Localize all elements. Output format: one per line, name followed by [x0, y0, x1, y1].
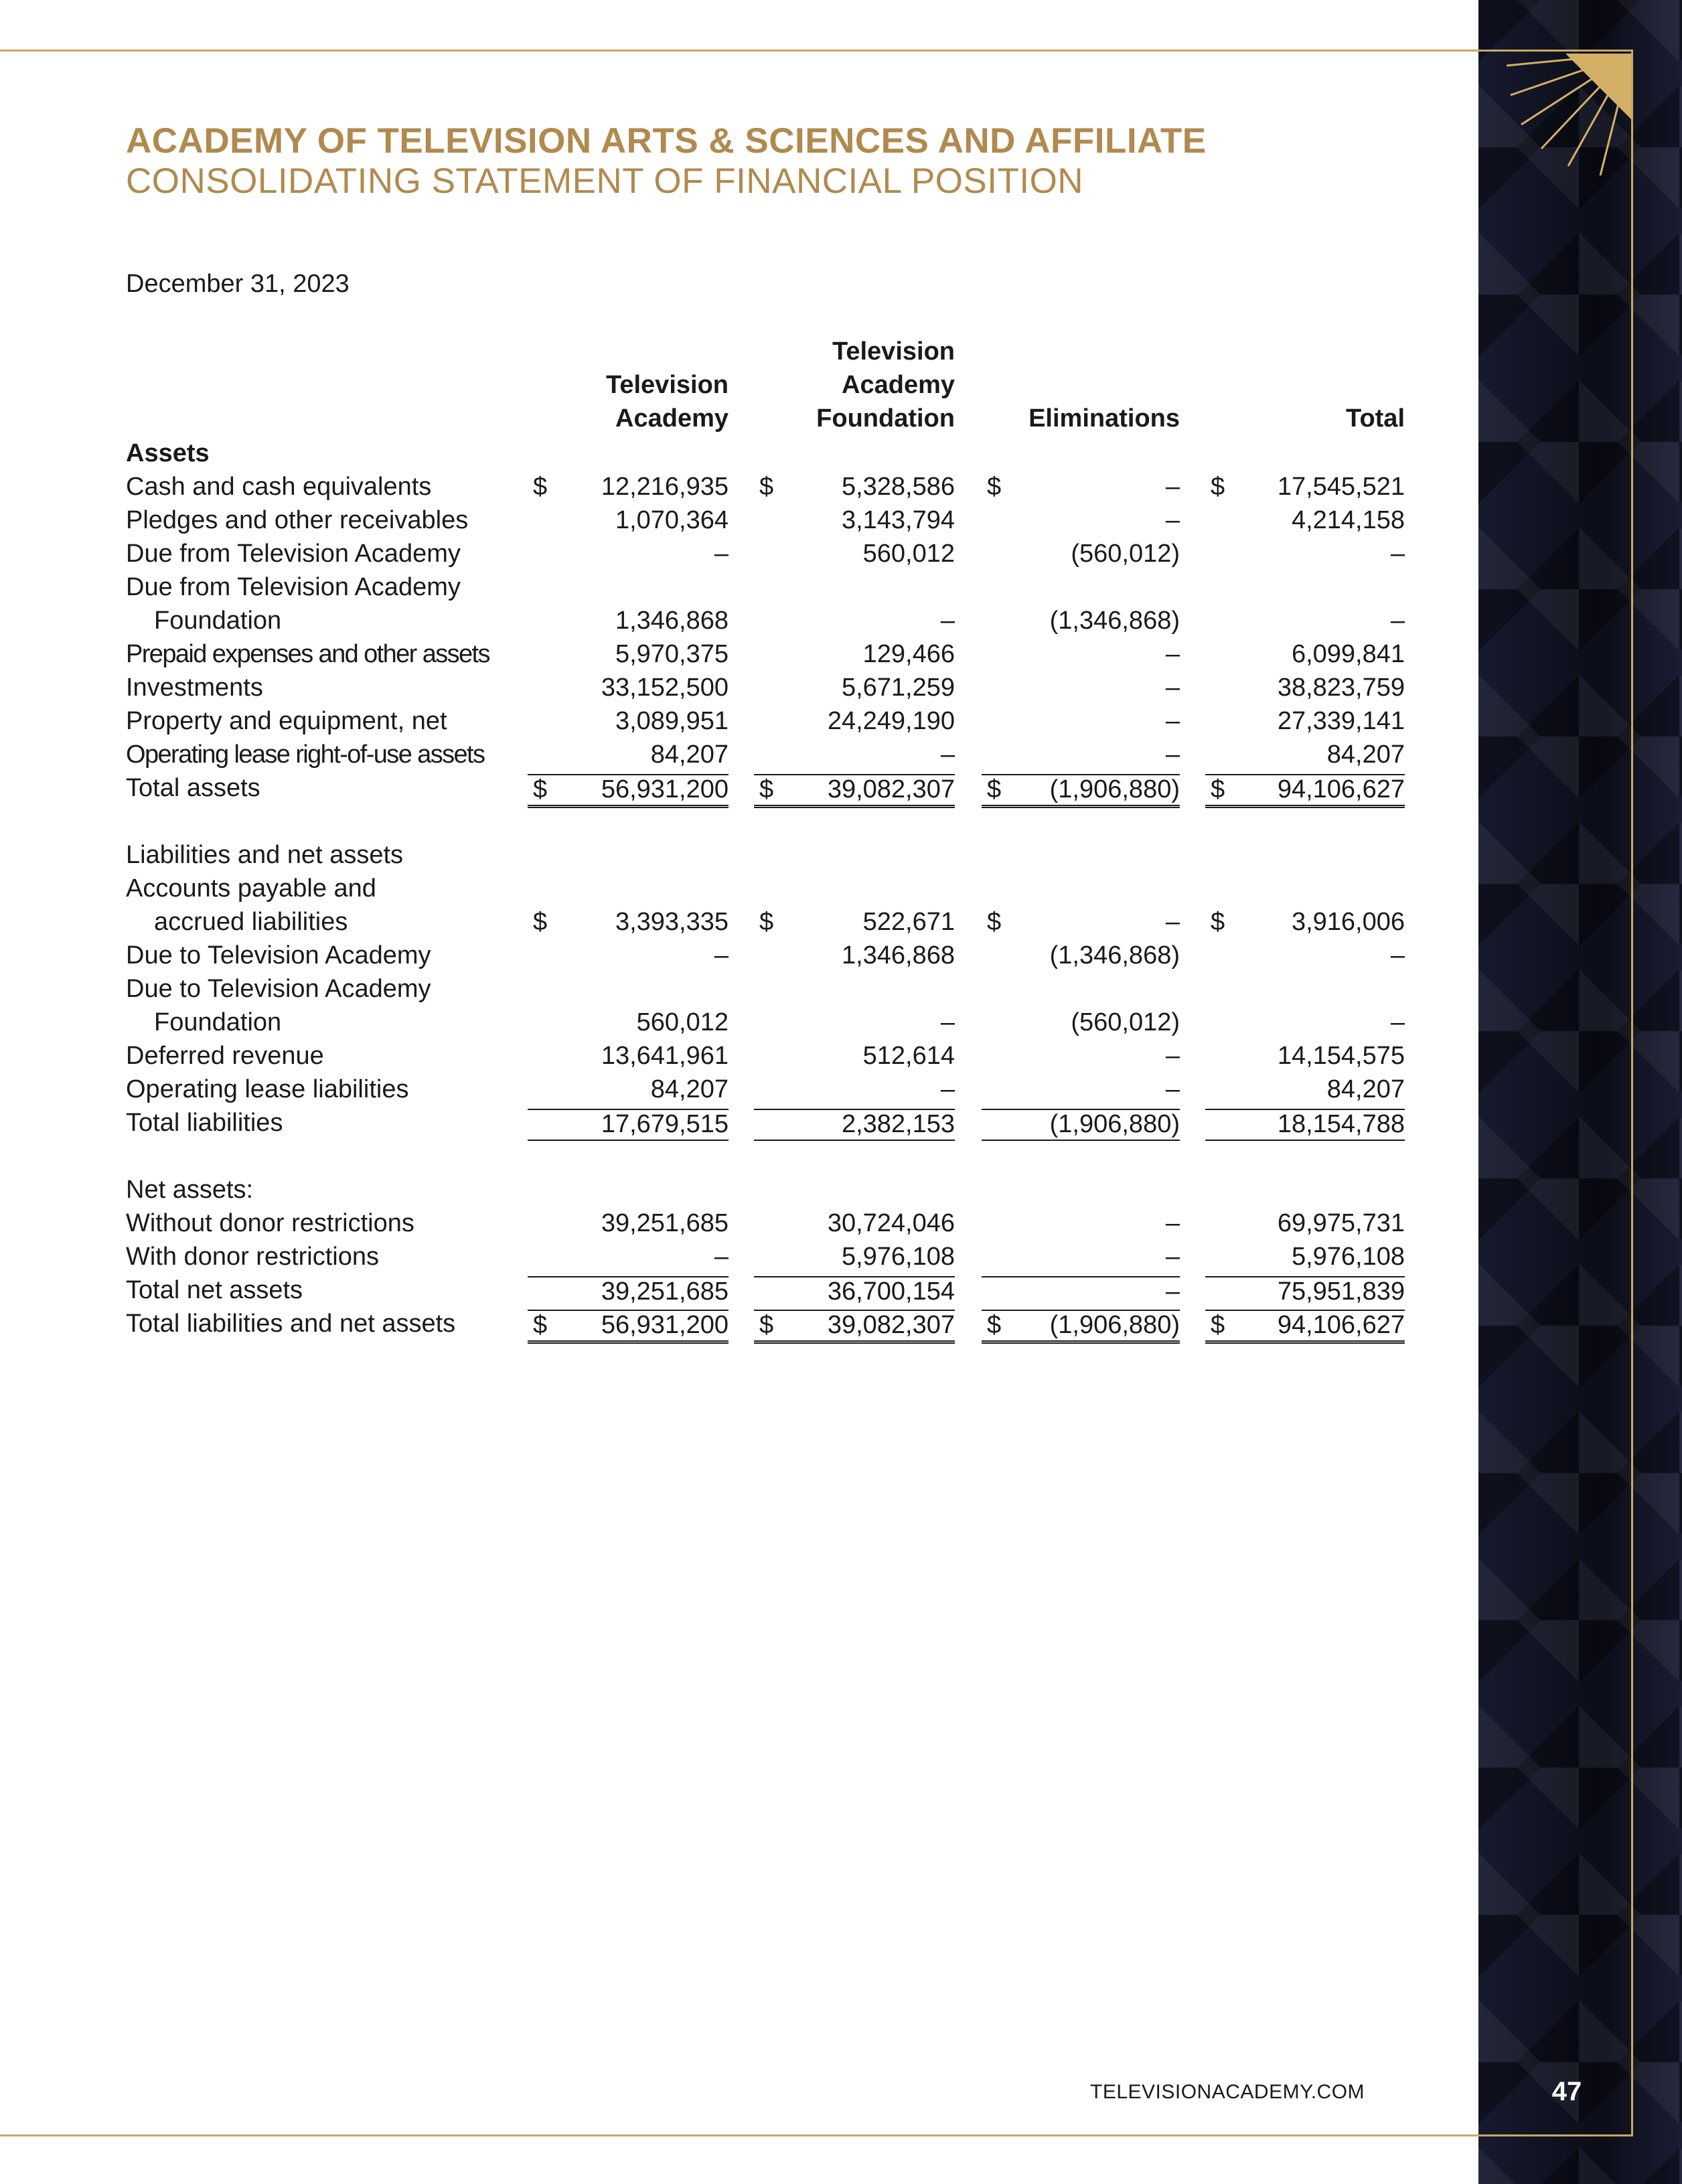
row-label: Total liabilities	[126, 1109, 283, 1137]
header-line: Television	[832, 337, 955, 366]
section-heading-assets	[126, 435, 1411, 469]
cell-value: –	[1165, 740, 1180, 769]
row-label: Foundation	[154, 1008, 282, 1036]
currency-symbol: $	[1211, 473, 1225, 501]
cell-value: –	[940, 1008, 955, 1036]
currency-symbol: $	[533, 1311, 548, 1339]
cell-value: 18,154,788	[1277, 1110, 1405, 1138]
currency-symbol: $	[1211, 908, 1225, 936]
row-label: Due to Television Academy	[126, 975, 431, 1003]
cell-value: 94,106,627	[1277, 1311, 1405, 1339]
cell-value: 5,976,108	[841, 1243, 955, 1271]
table-row	[126, 1004, 1411, 1038]
currency-symbol: $	[759, 775, 774, 803]
row-label: Net assets:	[126, 1176, 254, 1204]
row-label: Total liabilities and net assets	[126, 1310, 456, 1338]
header-line: Television	[605, 371, 729, 399]
cell-value: 5,671,259	[841, 674, 955, 702]
header-line: Foundation	[816, 404, 955, 433]
cell-value: –	[1165, 1042, 1180, 1070]
row-label: Pledges and other receivables	[126, 506, 469, 534]
cell-value: –	[940, 607, 955, 635]
currency-symbol: $	[1211, 1311, 1225, 1339]
cell-value: 3,393,335	[615, 908, 729, 936]
table-row-label-line	[126, 870, 1411, 904]
page-subtitle: CONSOLIDATING STATEMENT OF FINANCIAL POSITION	[126, 161, 1084, 201]
footer-url: TELEVISIONACADEMY.COM	[1090, 2081, 1365, 2103]
row-label: Operating lease right-of-use assets	[126, 740, 485, 769]
cell-value: –	[1390, 607, 1405, 635]
cell-value: (1,906,880)	[1049, 1110, 1180, 1138]
currency-symbol: $	[533, 908, 548, 936]
cell-value: 84,207	[1326, 740, 1405, 769]
cell-value: 69,975,731	[1277, 1209, 1405, 1237]
cell-value: (1,346,868)	[1049, 607, 1180, 635]
table-row-label-line	[126, 569, 1411, 603]
cell-value: 94,106,627	[1277, 775, 1405, 803]
cell-value: –	[940, 740, 955, 769]
cell-value: –	[714, 1243, 729, 1271]
table-row	[126, 636, 1411, 670]
cell-value: 522,671	[862, 908, 955, 936]
cell-value: 56,931,200	[601, 1311, 729, 1339]
cell-value: 3,916,006	[1291, 908, 1405, 936]
table-row	[126, 1205, 1411, 1239]
cell-value: 30,724,046	[827, 1209, 955, 1237]
currency-symbol: $	[533, 473, 548, 501]
cell-value: 512,614	[862, 1042, 955, 1070]
row-label: Assets	[126, 439, 210, 467]
cell-value: 1,346,868	[841, 941, 955, 969]
cell-value: 3,143,794	[841, 506, 955, 534]
row-label: Without donor restrictions	[126, 1209, 414, 1237]
table-row	[126, 469, 1411, 502]
header-eliminations	[982, 402, 1180, 435]
statement-date: December 31, 2023	[126, 270, 350, 298]
header-foundation	[754, 335, 955, 435]
table-row	[126, 1071, 1411, 1105]
row-label: Accounts payable and	[126, 874, 376, 903]
cell-value: 39,082,307	[827, 775, 955, 803]
table-row	[126, 670, 1411, 703]
currency-symbol: $	[759, 908, 774, 936]
cell-value: –	[1165, 707, 1180, 735]
cell-value: (560,012)	[1071, 1008, 1180, 1036]
cell-value: 36,700,154	[827, 1277, 955, 1306]
row-label: Cash and cash equivalents	[126, 473, 432, 501]
row-label: Foundation	[154, 607, 282, 635]
cell-value: 3,089,951	[615, 707, 729, 735]
currency-symbol: $	[987, 775, 1002, 803]
cell-value: 84,207	[650, 1075, 729, 1103]
table-row-label-line	[126, 971, 1411, 1004]
table-row	[126, 502, 1411, 536]
row-label: Deferred revenue	[126, 1042, 324, 1070]
gold-border-bottom	[0, 2134, 1632, 2136]
total-row	[126, 770, 1411, 803]
row-label: Operating lease liabilities	[126, 1075, 409, 1103]
cell-value: 6,099,841	[1291, 640, 1405, 668]
cell-value: 39,082,307	[827, 1311, 955, 1339]
cell-value: 560,012	[636, 1008, 729, 1036]
cell-value: 39,251,685	[601, 1277, 729, 1306]
header-line: Academy	[615, 404, 729, 433]
grand-total-row	[126, 1306, 1411, 1339]
cell-value: –	[1390, 540, 1405, 568]
cell-value: 129,466	[862, 640, 955, 668]
row-label: Prepaid expenses and other assets	[126, 640, 489, 668]
cell-value: 5,970,375	[615, 640, 729, 668]
row-label: Property and equipment, net	[126, 707, 447, 735]
page-number: 47	[1551, 2077, 1582, 2106]
cell-value: 38,823,759	[1277, 674, 1405, 702]
cell-value: 2,382,153	[841, 1110, 955, 1138]
page-title: ACADEMY OF TELEVISION ARTS & SCIENCES AND AFFILIATE	[126, 121, 1207, 161]
gold-sunburst-icon	[1507, 54, 1631, 178]
section-heading-liabilities	[126, 837, 1411, 870]
header-television-academy	[528, 368, 729, 435]
cell-value: 4,214,158	[1291, 506, 1405, 534]
cell-value: 5,976,108	[1291, 1243, 1405, 1271]
gold-border-top	[0, 50, 1632, 52]
cell-value: –	[1165, 1209, 1180, 1237]
cell-value: 560,012	[862, 540, 955, 568]
gold-border-right	[1631, 50, 1633, 2136]
cell-value: (560,012)	[1071, 540, 1180, 568]
cell-value: 27,339,141	[1277, 707, 1405, 735]
cell-value: (1,346,868)	[1049, 941, 1180, 969]
cell-value: 84,207	[650, 740, 729, 769]
row-label: With donor restrictions	[126, 1243, 380, 1271]
header-total	[1205, 402, 1405, 435]
table-row	[126, 937, 1411, 971]
cell-value: –	[1165, 908, 1180, 936]
row-label: Due to Television Academy	[126, 941, 431, 969]
currency-symbol: $	[759, 1311, 774, 1339]
currency-symbol: $	[987, 1311, 1002, 1339]
table-row	[126, 536, 1411, 569]
cell-value: 24,249,190	[827, 707, 955, 735]
column-headers	[126, 335, 1411, 435]
cell-value: 12,216,935	[601, 473, 729, 501]
row-label: Due from Television Academy	[126, 573, 461, 601]
row-label: Total assets	[126, 774, 260, 802]
cell-value: 75,951,839	[1277, 1277, 1405, 1306]
cell-value: 39,251,685	[601, 1209, 729, 1237]
cell-value: (1,906,880)	[1049, 1311, 1180, 1339]
financial-position-table	[126, 335, 1411, 1339]
cell-value: 17,679,515	[601, 1110, 729, 1138]
decorative-side-panel	[1478, 0, 1682, 2184]
spacer-row	[126, 803, 1411, 837]
currency-symbol: $	[533, 775, 548, 803]
cell-value: –	[1165, 1277, 1180, 1306]
cell-value: –	[1390, 1008, 1405, 1036]
currency-symbol: $	[1211, 775, 1225, 803]
cell-value: (1,906,880)	[1049, 775, 1180, 803]
cell-value: 14,154,575	[1277, 1042, 1405, 1070]
cell-value: 1,070,364	[615, 506, 729, 534]
currency-symbol: $	[759, 473, 774, 501]
cell-value: 13,641,961	[601, 1042, 729, 1070]
row-label: accrued liabilities	[154, 908, 348, 936]
cell-value: –	[1165, 1075, 1180, 1103]
row-label: Due from Television Academy	[126, 540, 461, 568]
section-heading-net-assets	[126, 1172, 1411, 1205]
cell-value: –	[1165, 506, 1180, 534]
header-line: Academy	[842, 371, 955, 399]
cell-value: –	[714, 941, 729, 969]
cell-value: 84,207	[1326, 1075, 1405, 1103]
table-row	[126, 703, 1411, 736]
cell-value: 33,152,500	[601, 674, 729, 702]
cell-value: –	[1165, 640, 1180, 668]
spacer-row	[126, 1138, 1411, 1172]
table-row	[126, 1239, 1411, 1272]
table-row	[126, 1038, 1411, 1071]
currency-symbol: $	[987, 473, 1002, 501]
table-row	[126, 904, 1411, 937]
cell-value: –	[1165, 1243, 1180, 1271]
table-row	[126, 603, 1411, 636]
cell-value: –	[1390, 941, 1405, 969]
cell-value: 17,545,521	[1277, 473, 1405, 501]
total-row	[126, 1272, 1411, 1306]
table-row	[126, 736, 1411, 770]
row-label: Liabilities and net assets	[126, 841, 404, 869]
cell-value: 1,346,868	[615, 607, 729, 635]
total-row	[126, 1105, 1411, 1138]
cell-value: –	[940, 1075, 955, 1103]
cell-value: –	[1165, 674, 1180, 702]
currency-symbol: $	[987, 908, 1002, 936]
header-line: Eliminations	[1028, 404, 1180, 433]
cell-value: –	[1165, 473, 1180, 501]
row-label: Investments	[126, 674, 263, 702]
header-line: Total	[1346, 404, 1405, 433]
cell-value: –	[714, 540, 729, 568]
cell-value: 5,328,586	[841, 473, 955, 501]
row-label: Total net assets	[126, 1276, 303, 1304]
cell-value: 56,931,200	[601, 775, 729, 803]
